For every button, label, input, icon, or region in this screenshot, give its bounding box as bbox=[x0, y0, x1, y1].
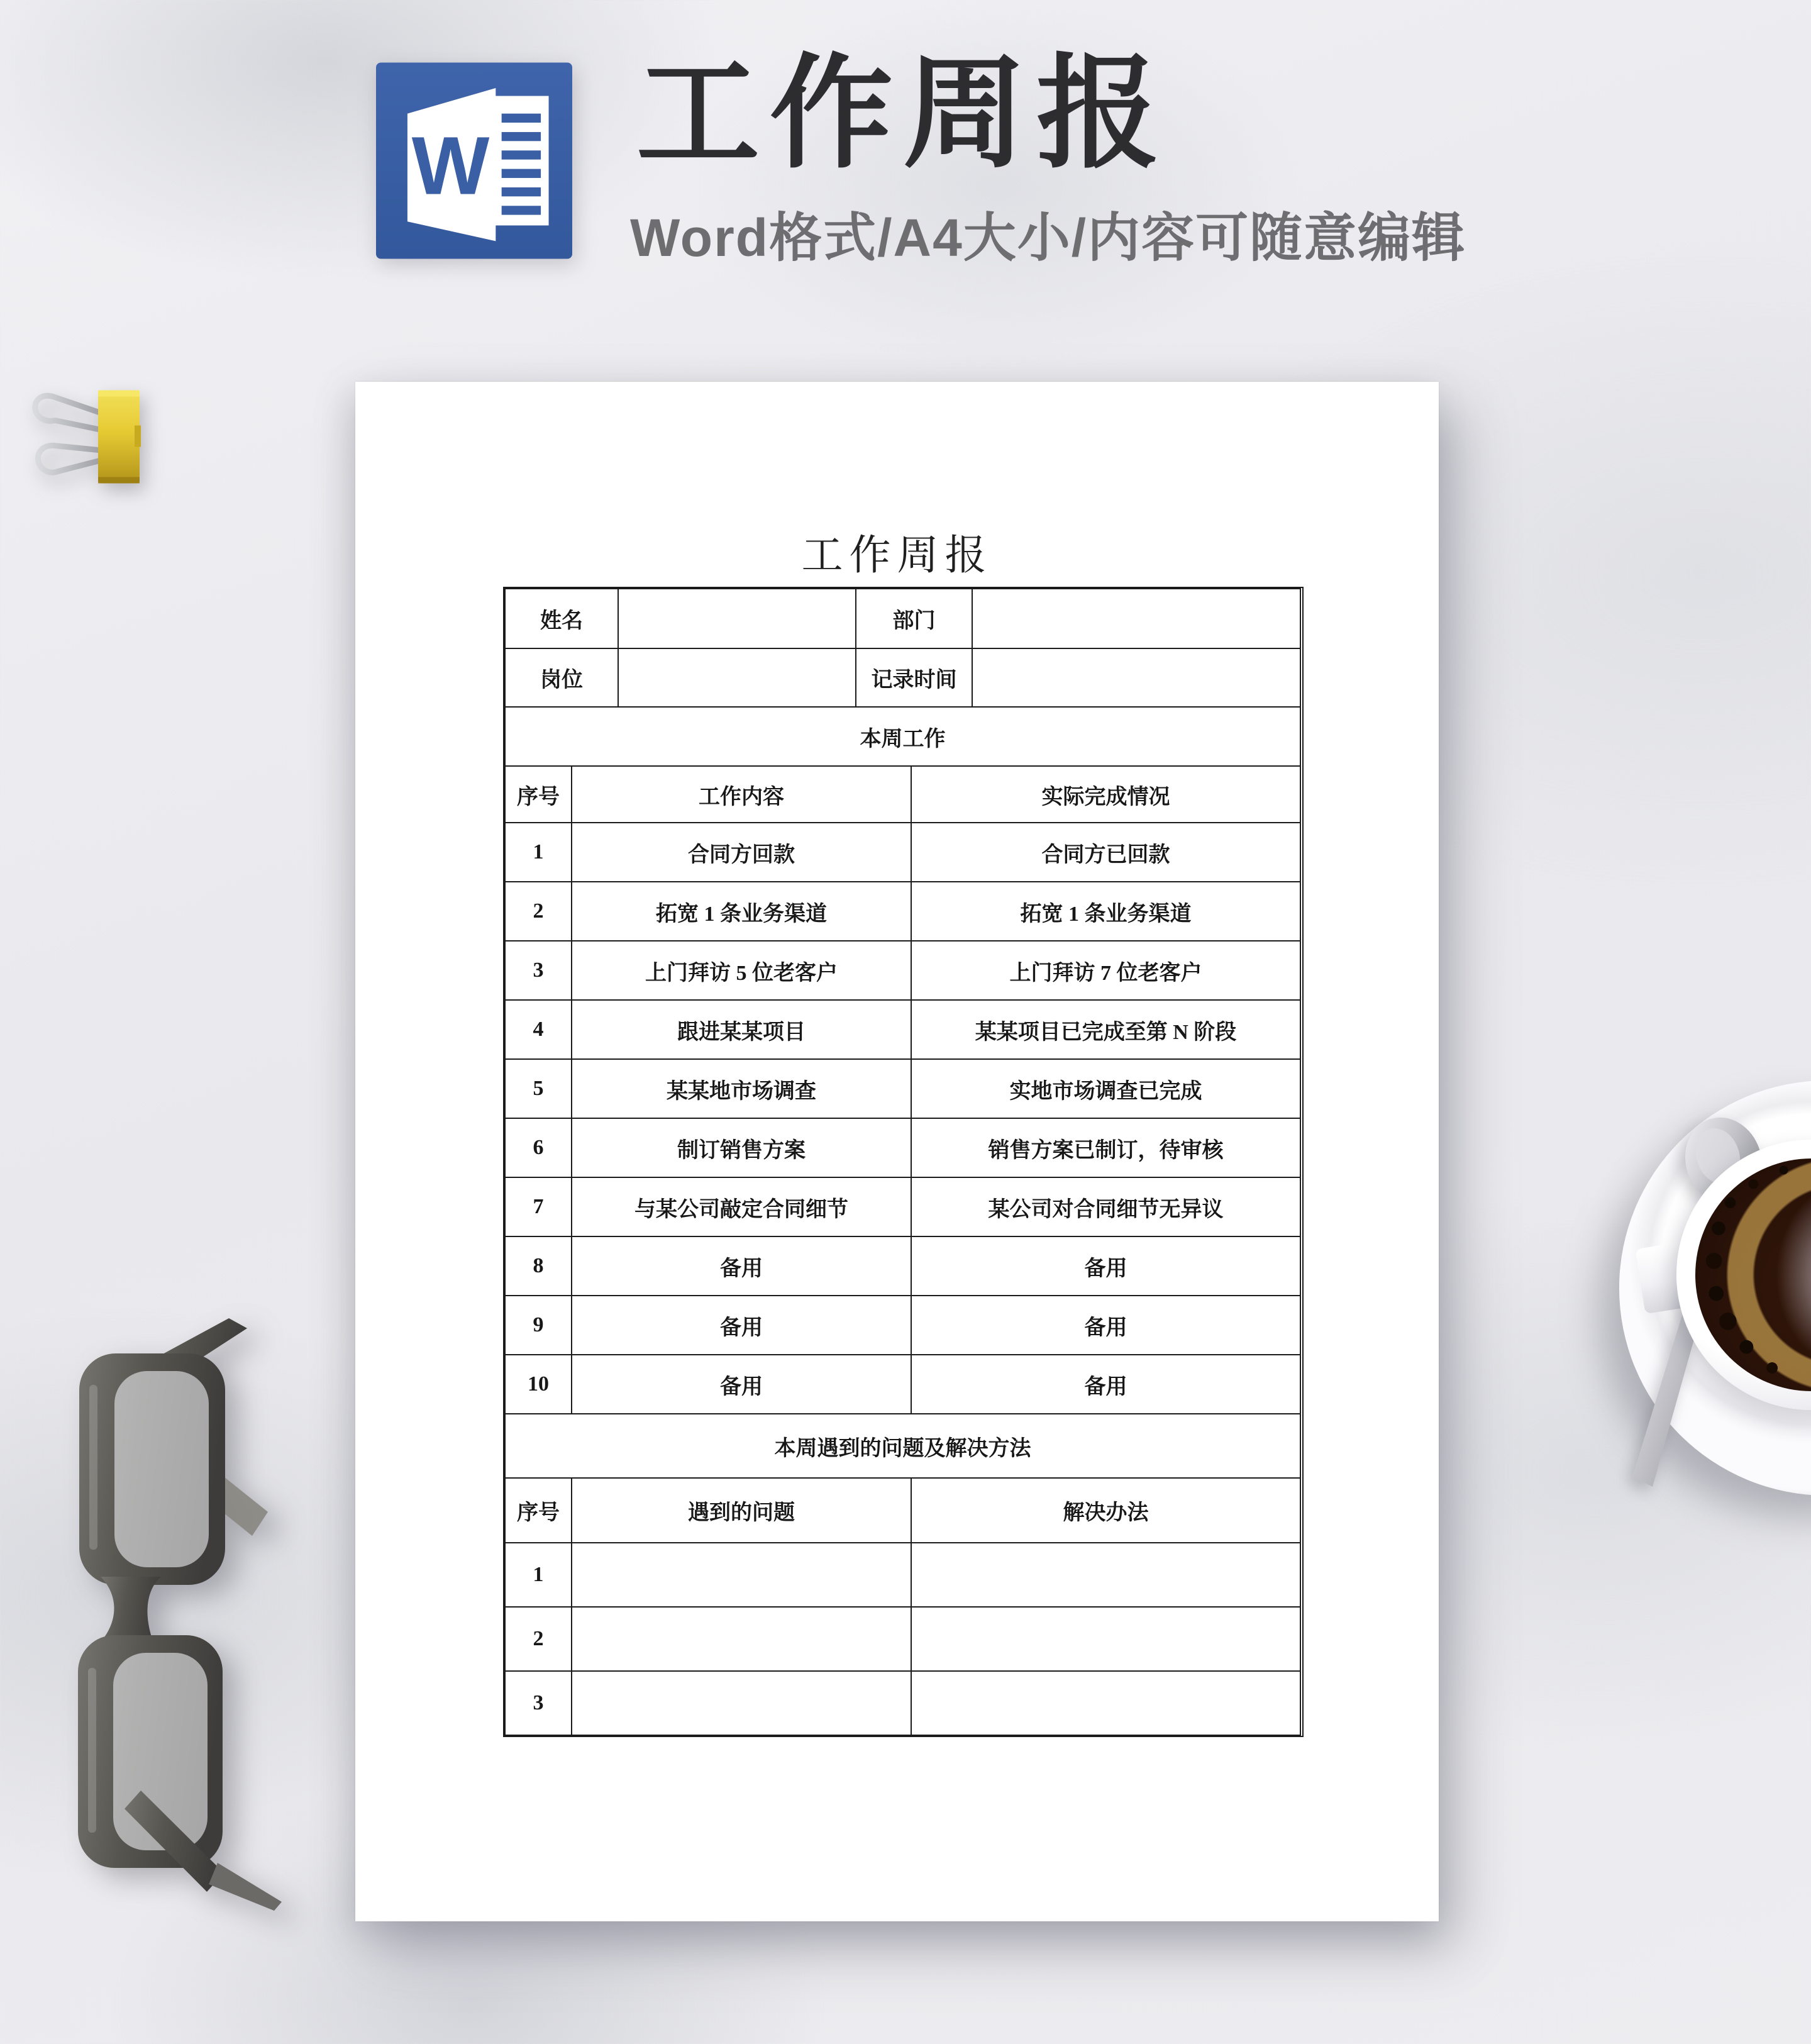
dept-label: 部门 bbox=[856, 589, 972, 648]
section-title-row bbox=[505, 1414, 1300, 1478]
work-result-cell: 销售方案已制订，待审核 bbox=[911, 1118, 1300, 1177]
work-content-cell: 备用 bbox=[572, 1296, 911, 1355]
dept-value-cell bbox=[972, 589, 1300, 648]
work-content-cell: 与某公司敲定合同细节 bbox=[572, 1177, 911, 1236]
header-row bbox=[505, 766, 1300, 823]
work-content-cell: 上门拜访 5 位老客户 bbox=[572, 941, 911, 1000]
solution-cell bbox=[911, 1671, 1300, 1735]
document-title: 工作周报 bbox=[801, 533, 993, 579]
row-no: 6 bbox=[505, 1118, 572, 1177]
name-value-cell bbox=[618, 589, 856, 648]
work-content-cell: 备用 bbox=[572, 1236, 911, 1296]
row-no: 1 bbox=[505, 1543, 572, 1607]
promo-title: 工作周报 bbox=[636, 45, 1170, 182]
section-title-row bbox=[505, 707, 1300, 766]
row-no: 4 bbox=[505, 1000, 572, 1059]
table-row bbox=[505, 1607, 1300, 1671]
post-value-cell bbox=[618, 648, 856, 707]
work-result-cell: 某公司对合同细节无异议 bbox=[911, 1177, 1300, 1236]
table-row bbox=[505, 1296, 1300, 1355]
table-row bbox=[505, 1118, 1300, 1177]
work-content-cell: 制订销售方案 bbox=[572, 1118, 911, 1177]
problem-cell bbox=[572, 1671, 911, 1735]
row-no: 10 bbox=[505, 1355, 572, 1414]
row-no: 5 bbox=[505, 1059, 572, 1118]
solution-cell bbox=[911, 1607, 1300, 1671]
row-no: 2 bbox=[505, 1607, 572, 1671]
work-content-cell: 拓宽 1 条业务渠道 bbox=[572, 882, 911, 941]
week-work-table bbox=[504, 706, 1301, 1414]
weekly-report-table bbox=[503, 587, 1304, 1737]
work-result-cell: 实地市场调查已完成 bbox=[911, 1059, 1300, 1118]
problem-cell bbox=[572, 1543, 911, 1607]
col-header-result: 实际完成情况 bbox=[911, 766, 1300, 823]
promo-subtitle: Word格式/A4大小/内容可随意编辑 bbox=[630, 208, 1466, 267]
clip-body bbox=[98, 391, 140, 484]
work-result-cell: 某某项目已完成至第 N 阶段 bbox=[911, 1000, 1300, 1059]
table-row bbox=[505, 1236, 1300, 1296]
table-row bbox=[505, 648, 1300, 707]
work-content-cell: 某某地市场调查 bbox=[572, 1059, 911, 1118]
col-header-solution: 解决办法 bbox=[911, 1478, 1300, 1543]
table-row bbox=[505, 1177, 1300, 1236]
work-content-cell: 备用 bbox=[572, 1355, 911, 1414]
solution-cell bbox=[911, 1543, 1300, 1607]
post-label: 岗位 bbox=[505, 648, 618, 707]
col-header-no: 序号 bbox=[505, 1478, 572, 1543]
row-no: 8 bbox=[505, 1236, 572, 1296]
word-icon bbox=[376, 62, 572, 260]
row-no: 9 bbox=[505, 1296, 572, 1355]
col-header-no: 序号 bbox=[505, 766, 572, 823]
work-result-cell: 拓宽 1 条业务渠道 bbox=[911, 882, 1300, 941]
row-no: 3 bbox=[505, 1671, 572, 1735]
work-result-cell: 备用 bbox=[911, 1236, 1300, 1296]
row-no: 2 bbox=[505, 882, 572, 941]
eyeglasses-icon bbox=[60, 1291, 413, 1913]
table-row bbox=[505, 1543, 1300, 1607]
table-row bbox=[505, 1671, 1300, 1735]
table-row bbox=[505, 823, 1300, 882]
table-row bbox=[505, 1000, 1300, 1059]
problems-table bbox=[504, 1413, 1301, 1736]
time-value-cell bbox=[972, 648, 1300, 707]
clip-wire-top bbox=[35, 396, 104, 430]
table-row bbox=[505, 589, 1300, 648]
work-result-cell: 备用 bbox=[911, 1296, 1300, 1355]
table-row bbox=[505, 882, 1300, 941]
name-label: 姓名 bbox=[505, 589, 618, 648]
work-content-cell: 跟进某某项目 bbox=[572, 1000, 911, 1059]
table-row bbox=[505, 941, 1300, 1000]
row-no: 3 bbox=[505, 941, 572, 1000]
work-result-cell: 备用 bbox=[911, 1355, 1300, 1414]
table-row bbox=[505, 1059, 1300, 1118]
temple-bottom-tip bbox=[209, 1863, 282, 1911]
binder-clip-icon bbox=[16, 375, 152, 494]
table-row bbox=[505, 1355, 1300, 1414]
clip-wire-bottom bbox=[38, 445, 104, 472]
row-no: 7 bbox=[505, 1177, 572, 1236]
problems-section-title: 本周遇到的问题及解决方法 bbox=[505, 1414, 1300, 1478]
work-result-cell: 上门拜访 7 位老客户 bbox=[911, 941, 1300, 1000]
word-w-letter: W bbox=[411, 119, 490, 212]
lens-top-glass bbox=[114, 1371, 209, 1567]
info-table bbox=[504, 588, 1301, 708]
week-section-title: 本周工作 bbox=[505, 707, 1300, 766]
work-content-cell: 合同方回款 bbox=[572, 823, 911, 882]
time-label: 记录时间 bbox=[856, 648, 972, 707]
header-row bbox=[505, 1478, 1300, 1543]
problem-cell bbox=[572, 1607, 911, 1671]
document-page bbox=[355, 382, 1439, 1921]
col-header-content: 工作内容 bbox=[572, 766, 911, 823]
work-result-cell: 合同方已回款 bbox=[911, 823, 1300, 882]
col-header-problem: 遇到的问题 bbox=[572, 1478, 911, 1543]
row-no: 1 bbox=[505, 823, 572, 882]
